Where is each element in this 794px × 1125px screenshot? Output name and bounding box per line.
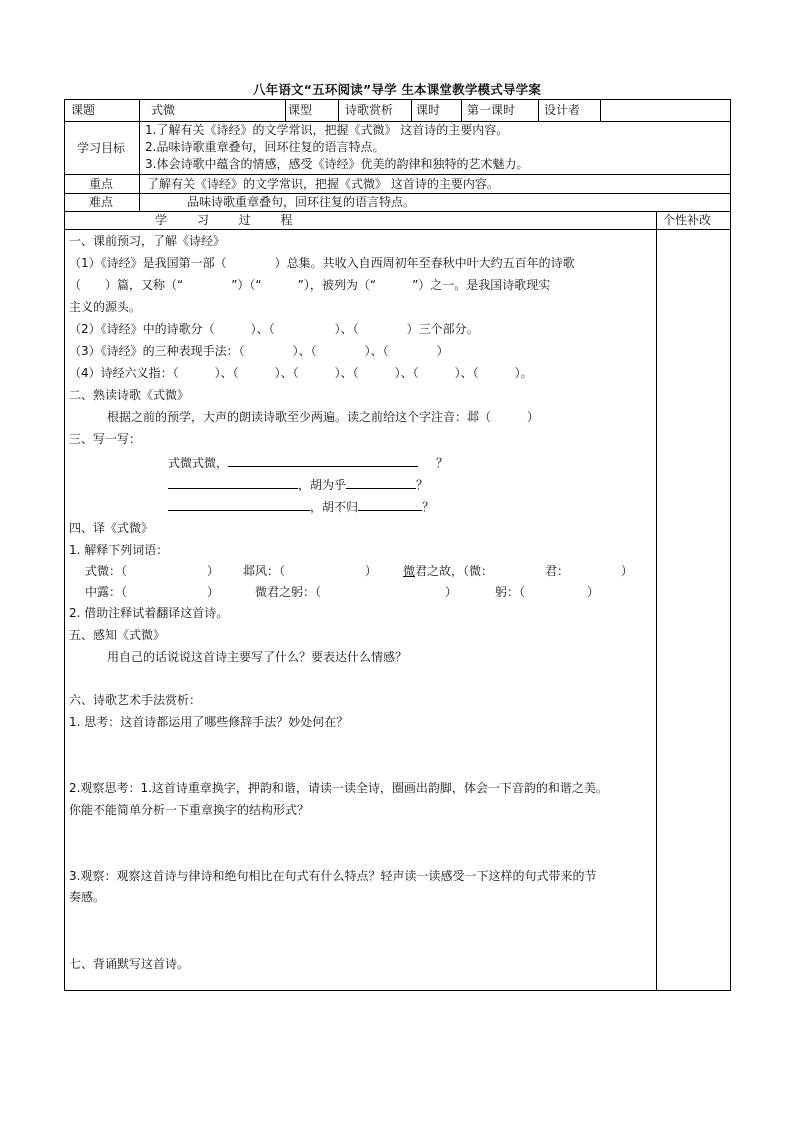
section1-q1-line2: （ ）篇，又称（“ ”）（“ ”），被列为（“ ”）之一。是我国诗歌现实	[69, 278, 551, 292]
word-label: 微君之躬：（	[255, 585, 322, 599]
word-label: 君：	[545, 564, 570, 578]
row-divider	[65, 174, 730, 175]
section2-text: 根据之前的预学，大声的朗读诗歌至少两遍。读之前给这个字注音：邶（ ）	[107, 410, 540, 424]
process-header: 学 习 过 程	[155, 213, 306, 227]
goals-label: 学习目标	[77, 141, 126, 155]
personal-header: 个性补改	[663, 213, 712, 227]
difficulty-label: 难点	[89, 195, 114, 209]
poem-line-1-suffix: ？	[436, 456, 449, 470]
word-weijun	[403, 563, 633, 580]
col-divider	[285, 100, 286, 121]
word-label: 君之故，（微：	[415, 564, 494, 578]
section4-heading: 四、译《式微》	[69, 521, 154, 535]
col-divider	[139, 121, 140, 211]
word-end: ）	[365, 564, 378, 578]
topic-value: 式微	[151, 103, 176, 117]
section5-text: 用自己的话说说这首诗主要写了什么？要表达什么情感？	[107, 650, 408, 664]
poem-line-2-suffix: ？	[416, 478, 429, 492]
poem-line-1	[168, 453, 448, 472]
period-label: 课时	[416, 103, 441, 117]
word-end: ）	[445, 585, 458, 599]
section1-heading: 一、课前预习，了解《诗经》	[69, 234, 226, 248]
word-beifeng	[243, 563, 377, 580]
key-point-label: 重点	[89, 177, 114, 191]
period-value: 第一课时	[467, 103, 516, 117]
col-divider	[338, 100, 339, 121]
section1-q3: （3）《诗经》的三种表现手法：（ ）、（ ）、（ ）	[69, 344, 449, 358]
section1-q1-line3: 主义的源头。	[69, 300, 142, 314]
section4-sub1: 1. 解释下列词语：	[69, 543, 169, 557]
section6-q3-line2: 奏感。	[69, 890, 106, 904]
type-label: 课型	[288, 103, 313, 117]
section1-q1-line1: （1）《诗经》是我国第一部（ ）总集。共收入自西周初年至春秋中叶大约五百年的诗歌	[69, 256, 575, 270]
col-divider	[656, 211, 657, 991]
section1-q4: （4）诗经六义指：（ ）、（ ）、（ ）、（ ）、（ ）、（ ）。	[69, 366, 533, 380]
col-divider	[139, 100, 140, 121]
section6-q2-line1: 2.观察思考：1.这首诗重章换字，押韵和谐，请读一读全诗，圈画出韵脚，体会一下音韵的和谐之美。	[69, 781, 608, 795]
blank[interactable]	[358, 497, 422, 511]
poem-line-3-suffix: ？	[422, 500, 435, 514]
word-shiwei	[85, 563, 219, 580]
section4-sub2: 2. 借助注释试着翻译这首诗。	[69, 606, 229, 620]
word-label: 中露：（	[85, 585, 128, 599]
col-divider	[538, 100, 539, 121]
word-end: ）	[207, 564, 220, 578]
word-end: ）	[207, 585, 220, 599]
difficulty-text: 品味诗歌重章叠句，回环往复的语言特点。	[187, 195, 416, 209]
word-gong	[495, 584, 599, 601]
poem-line-2-mid: ，胡为乎	[298, 478, 347, 492]
section5-heading: 五、感知《式微》	[69, 628, 166, 642]
poem-line-3-mid: ，胡不归	[310, 500, 359, 514]
goal-item: 3.体会诗歌中蕴含的情感，感受《诗经》优美的韵律和独特的艺术魅力。	[145, 157, 529, 171]
section1-q2: （2）《诗经》中的诗歌分（ ）、（ ）、（ ）三个部分。	[69, 322, 479, 336]
word-label: 邶风：（	[243, 564, 286, 578]
col-divider	[411, 100, 412, 121]
poem-line-3	[168, 497, 434, 516]
section3-heading: 三、写一写：	[69, 432, 142, 446]
section6-q1: 1. 思考：这首诗都运用了哪些修辞手法？妙处何在？	[69, 715, 349, 729]
col-divider	[461, 100, 462, 121]
word-end: ）	[587, 585, 600, 599]
word-zhonglu	[85, 584, 219, 601]
word-end: ）	[621, 564, 634, 578]
lesson-plan-table	[64, 99, 731, 991]
row-divider	[65, 229, 730, 230]
topic-label: 课题	[71, 103, 96, 117]
designer-label: 设计者	[544, 103, 581, 117]
poem-line-1-prefix: 式微式微，	[168, 456, 229, 470]
poem-line-2	[168, 475, 428, 494]
blank[interactable]	[168, 497, 310, 511]
underlined-char: 微	[403, 564, 416, 578]
section6-heading: 六、诗歌艺术手法赏析：	[69, 693, 202, 707]
word-weijunzhigong	[255, 584, 457, 601]
blank[interactable]	[228, 453, 418, 467]
goal-item: 1.了解有关《诗经》的文学常识，把握《式微》 这首诗的主要内容。	[145, 123, 509, 137]
section7-heading: 七、背诵默写这首诗。	[69, 957, 190, 971]
col-divider	[600, 100, 601, 121]
word-label: 躬：（	[495, 585, 526, 599]
key-point-text: 了解有关《诗经》的文学常识，把握《式微》 这首诗的主要内容。	[147, 177, 499, 191]
word-label: 式微：（	[85, 564, 128, 578]
page-title: 八年语文“五环阅读”导学 生本课堂教学模式导学案	[252, 82, 542, 97]
section6-q2-line2: 你能不能简单分析一下重章换字的结构形式？	[69, 803, 310, 817]
goal-item: 2.品味诗歌重章叠句，回环往复的语言特点。	[145, 140, 385, 154]
section2-heading: 二、熟读诗歌《式微》	[69, 388, 190, 402]
blank[interactable]	[346, 475, 416, 489]
section6-q3-line1: 3.观察：观察这首诗与律诗和绝句相比在句式有什么特点？轻声读一读感受一下这样的句式带来的节	[69, 869, 597, 883]
blank[interactable]	[168, 475, 298, 489]
type-value: 诗歌赏析	[345, 103, 394, 117]
